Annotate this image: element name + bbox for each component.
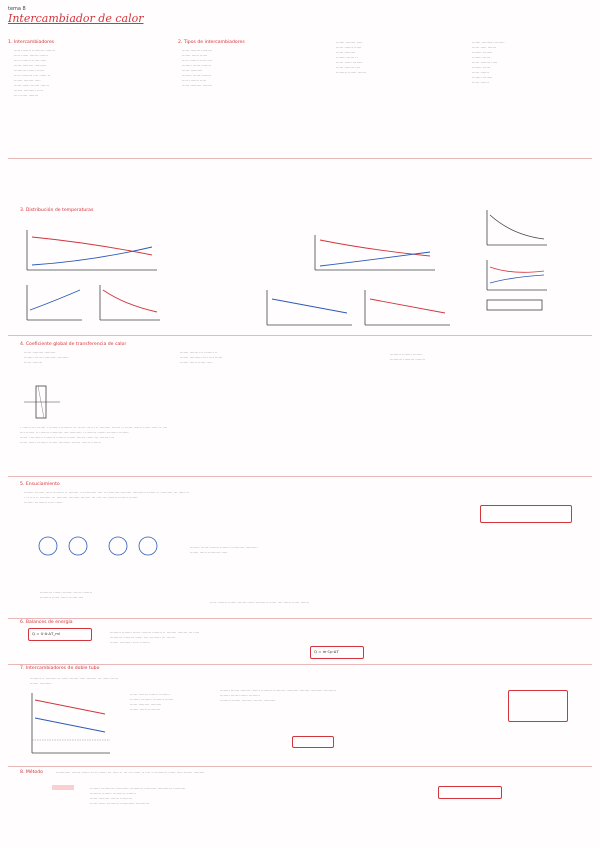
result-box-2 [508, 690, 568, 722]
divider [8, 335, 592, 336]
final-box [438, 786, 502, 799]
section-1-heading: 1. Intercambiadores [8, 40, 55, 45]
page-title: Intercambiador de calor [8, 12, 144, 25]
scribble-lines: ····· ········ ·········· ········ ····· ······ ······· ······· ···· ········· ······ ····· ······ ········· ·········· ·········· ······· ······ ····· ········· ···· ······ ·· ······· ········ ····· ······ ······ ······· ······· ······· ·········· ····· ···· ······ ········ [14, 48, 56, 98]
temp-plot-6 [360, 285, 455, 330]
scribble-lines: ····· ········ ······· ······· ······ ·········· ······ ···· ······ ······ ······· [210, 600, 309, 605]
scribble-lines: ·········· ······· ········ ······ ········ ········· ······ ······ ······· ···· [40, 590, 92, 600]
resistance-box [480, 505, 572, 523]
scribble-lines: ······ ········ ······· ········· ········ ········· ········· ······· ······ ········· ········· ······· ······ ·········· [130, 692, 174, 712]
scribble-lines: ······ ········· ········· ········ ······ ··········· ········· ······ ········ [24, 350, 69, 365]
q-final-box [310, 646, 364, 659]
scribble-lines: ········ ······· ········ ······· ········· ·········· ·········· ········ ·········· ·········· ········ ······ ······· ········· ········· ······· ········· ······· ·········· [220, 688, 336, 703]
temp-plot-1 [22, 225, 162, 275]
divider [8, 158, 592, 159]
highlight [52, 785, 74, 790]
temp-plot-5 [262, 285, 357, 330]
section-7-heading: 7. Intercambiadores de doble tubo [20, 666, 100, 671]
divider [8, 766, 592, 767]
scribble-lines: ········ ········ ····· ········· ·· ········ ·· ··········· ···· ·· ·········· ········· ··········· ······· ·· ·········· ··· ······ ·· · ·· ···· ·· ········· ··· ········· ········· ········ ··· ···· ··· ········ ········ ······· ········ ·········· ····· ······ [24, 490, 190, 505]
scribble-lines: ········· ········ ········ ·········· ········· ········ [390, 352, 426, 362]
temp-plot-7 [482, 205, 552, 325]
scribble-lines: ········· ·· ········· ·· ······ ······· ····· ········ ··· ······ ······ ······· ·········· [30, 676, 119, 686]
q-final: Q = ṁ·Cp·ΔT [314, 649, 339, 654]
double-tube-diagram [20, 688, 115, 758]
scribble-lines: ······· ·········· ········ ······ ····· ······· ········ ········ ········ ······ ······ ········ ····· ········ ······ ······ ······· ········ ········ ······ ······· [472, 40, 505, 85]
scribble-lines: · ······· ··· ······· · ········· ········· ··· ······ ··· ··· ·· ········· ······· ·· ······ ······· ······ ····· ·· ···· ···· ······· ·· ········ ·········· ···· ·········· · ········· ······· ········· ········ ······ · ·········· ········· ········ ······· ······· ······ ··· ······· ···· ······ ······ ········· ······· ·········· ······· ······· ········ [20, 425, 168, 445]
section-2-heading: 2. Tipos de intercambiadores [178, 40, 245, 45]
result-box [292, 736, 334, 748]
temp-plot-4 [310, 230, 440, 275]
wall-diagram [22, 382, 62, 422]
circles-diagram [36, 530, 166, 570]
section-3-heading: 3. Distribución de temperaturas [20, 208, 94, 213]
scribble-lines: ········ ··········· ··········· ··········· ·········· ············ ·········· ········· ········ ·········· ········ ······ ········· ······· ·········· ······ ······ ·········· ············ ··········· [90, 786, 186, 806]
temp-plot-3 [95, 280, 165, 325]
q-expression-box [28, 628, 92, 641]
temp-plot-2 [22, 280, 87, 325]
divider [8, 664, 592, 665]
section-8-heading: 8. Método [20, 770, 43, 775]
q-expression: Q = U·A·ΔT_ml [32, 631, 60, 636]
scribble-lines: ········ ······ ········ ········ ··········· ·········· ······· ······ ·········· ····· [190, 545, 258, 555]
scribble-lines: ······ ········ ········· ······· ······ ······ ····· ········ ····· ···· ········ ······ ········ ······ ·········· ········ ······ ········ ····· ········ ····· ······ ········· ········ [182, 48, 213, 88]
divider [8, 618, 592, 619]
section-4-heading: 4. Coeficiente global de transferencia de calor [20, 342, 127, 347]
scribble-lines: ········· ········ ······ ········ ········ ·· ········ ········ ··· ····· ·········· ········· ······ ···· ········· ··· ······· ······· ·········· ····· ········ [110, 630, 200, 645]
section-6-heading: 6. Balances de energía [20, 620, 73, 625]
scribble-lines: ············ ······· ······· ····· ······· ··· ····· ·· ··· ··· ······ ·· ···· ·· ·········· ······ ····· ······· ········· [56, 770, 205, 775]
tema-label: tema 8 [8, 6, 26, 12]
scribble-lines: ······· ········ ····· ······ ······· ······ ······ ········· ········ ······ ·· ······ ······ ········ ······ ········ ···· ········· ······· ······· [336, 40, 367, 75]
divider [8, 476, 592, 477]
scribble-lines: ······· ······· ··· ········ ·· ······· ·········· ···· ···· ······ ······· ······ ······ ····· [180, 350, 223, 365]
section-5-heading: 5. Ensuciamiento [20, 482, 60, 487]
